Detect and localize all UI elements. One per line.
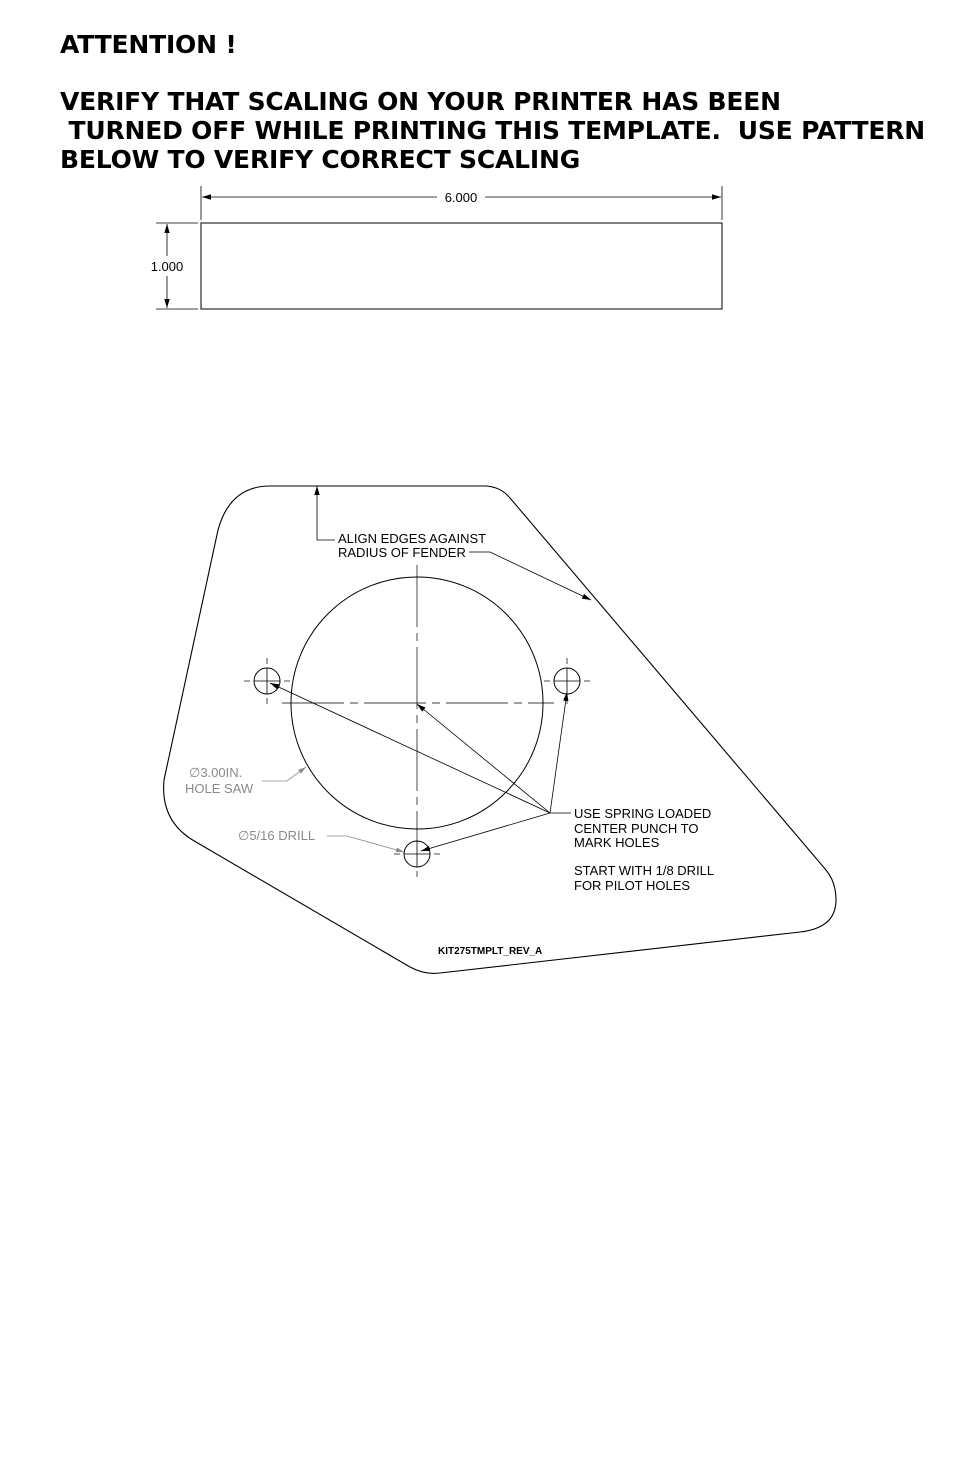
align-edges-note-line-2: RADIUS OF FENDER	[338, 545, 466, 560]
center-punch-note	[574, 806, 711, 850]
scaling-warning-line-3: BELOW TO VERIFY CORRECT SCALING	[60, 145, 581, 174]
align-edges-note-line-1: ALIGN EDGES AGAINST	[338, 531, 487, 546]
width-dimension	[201, 186, 722, 220]
drill-size-note	[238, 828, 404, 852]
scaling-warning-line-2: TURNED OFF WHILE PRINTING THIS TEMPLATE. USE PATTERN	[60, 116, 926, 145]
scaling-warning-line-1: VERIFY THAT SCALING ON YOUR PRINTER HAS BEEN	[60, 87, 781, 116]
scale-rectangle	[201, 223, 722, 309]
drill-hole-bottom	[394, 841, 440, 877]
height-dimension	[151, 223, 198, 309]
hole-saw-circle-group	[282, 565, 554, 842]
scale-verification-pattern	[151, 186, 722, 309]
pilot-hole-note	[574, 863, 714, 893]
hole-saw-note-line-2: HOLE SAW	[185, 781, 254, 796]
part-number: KIT275TMPLT_REV_A	[438, 946, 543, 957]
hole-saw-note-line-1: ∅3.00IN.	[189, 765, 243, 780]
hole-saw-note	[185, 765, 306, 796]
punch-note-line-1: USE SPRING LOADED	[574, 806, 712, 821]
drill-hole-right	[544, 658, 590, 704]
attention-heading: ATTENTION !	[60, 30, 237, 59]
pilot-note-line-1: START WITH 1/8 DRILL	[574, 863, 715, 878]
punch-note-line-2: CENTER PUNCH TO	[574, 821, 699, 836]
punch-note-line-3: MARK HOLES	[574, 835, 660, 850]
drill-size-note-text: ∅5/16 DRILL	[238, 828, 316, 843]
width-dimension-label: 6.000	[444, 190, 478, 205]
pilot-note-line-2: FOR PILOT HOLES	[574, 878, 691, 893]
drill-hole-left	[244, 658, 290, 704]
height-dimension-label: 1.000	[150, 259, 184, 274]
template-outline	[164, 486, 836, 973]
